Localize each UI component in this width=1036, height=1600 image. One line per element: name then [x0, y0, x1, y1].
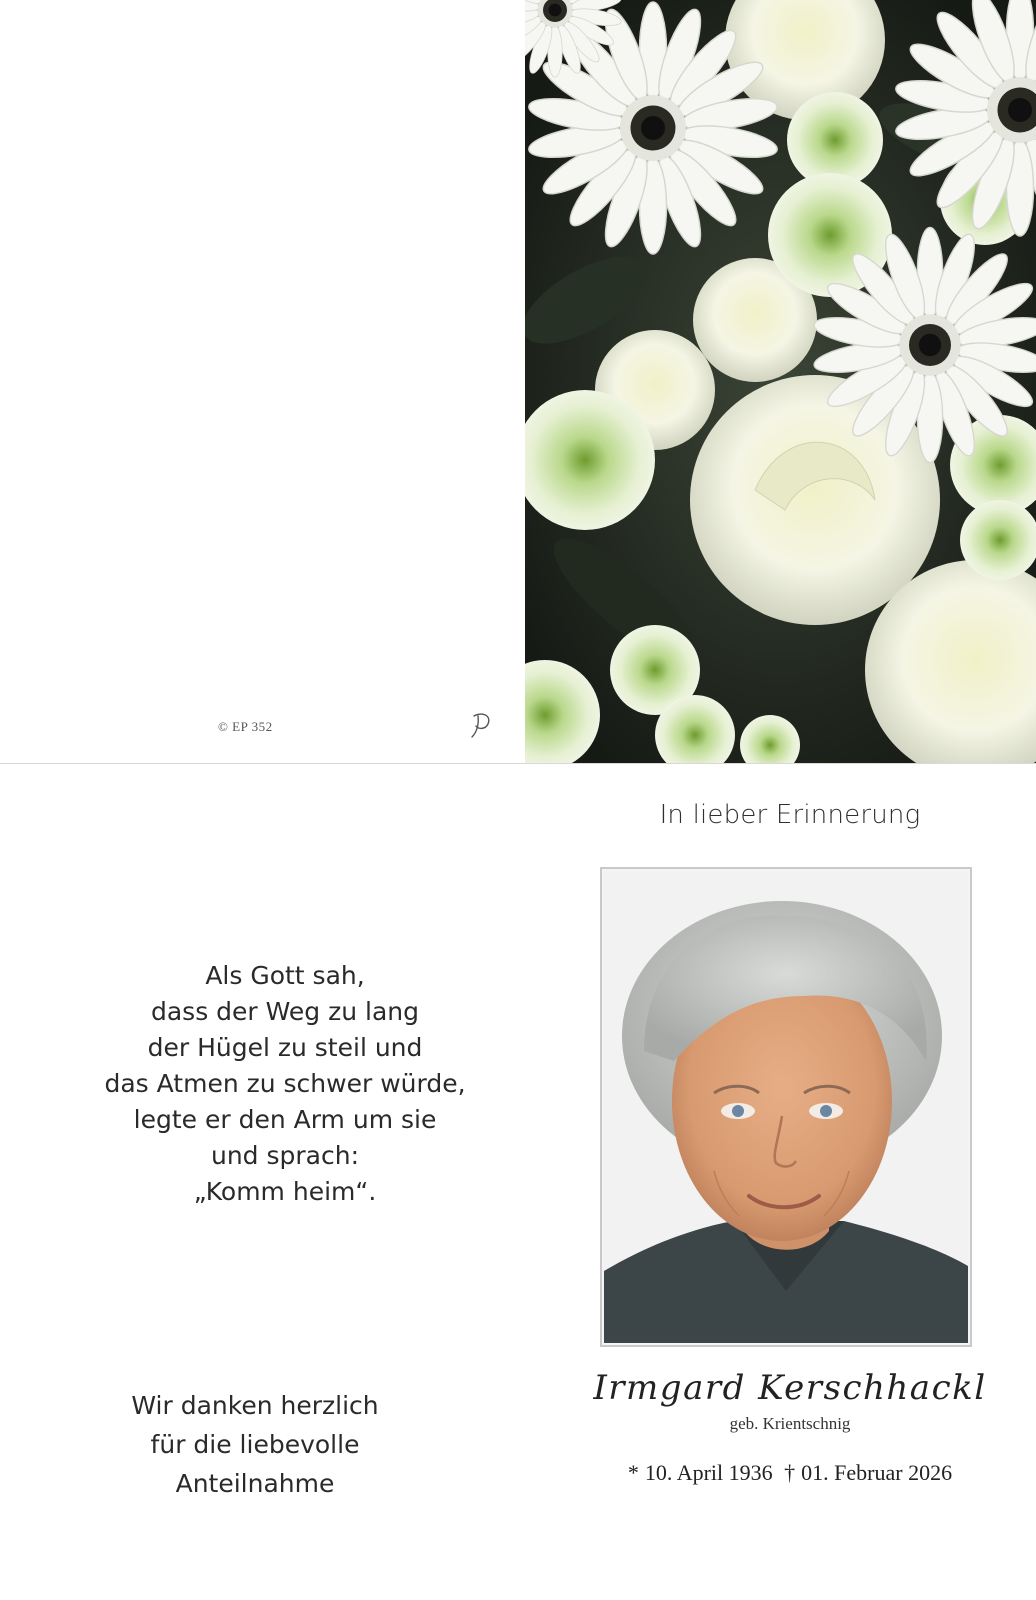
- death-symbol: †: [784, 1460, 796, 1485]
- poem: [60, 958, 510, 1210]
- fold-line: [0, 763, 1036, 764]
- deceased-name: Irmgard Kerschhackl: [593, 1368, 987, 1408]
- birth-date: 10. April 1936: [644, 1460, 773, 1485]
- p-monogram-icon: [466, 710, 496, 744]
- flower-photo: [525, 0, 1036, 763]
- thanks-message: [60, 1386, 450, 1503]
- poem-line: das Atmen zu schwer würde,: [104, 1069, 466, 1098]
- poem-line: der Hügel zu steil und: [147, 1033, 423, 1062]
- maiden-name: geb. Krientschnig: [729, 1414, 851, 1433]
- life-dates: [560, 1460, 1020, 1486]
- poem-line: legte er den Arm um sie: [133, 1105, 437, 1134]
- death-date: 01. Februar 2026: [801, 1460, 953, 1485]
- thanks-line: für die liebevolle: [150, 1430, 360, 1459]
- portrait-photo: [600, 867, 972, 1347]
- thanks-line: Wir danken herzlich: [131, 1391, 379, 1420]
- birth-symbol: *: [627, 1460, 639, 1485]
- poem-line: dass der Weg zu lang: [150, 997, 419, 1026]
- poem-line: Als Gott sah,: [205, 961, 365, 990]
- copyright-notice: © EP 352: [218, 719, 273, 734]
- poem-line: „Komm heim“.: [193, 1177, 377, 1206]
- card-heading: In lieber Erinnerung: [659, 800, 921, 830]
- thanks-line: Anteilnahme: [175, 1469, 335, 1498]
- poem-line: und sprach:: [210, 1141, 359, 1170]
